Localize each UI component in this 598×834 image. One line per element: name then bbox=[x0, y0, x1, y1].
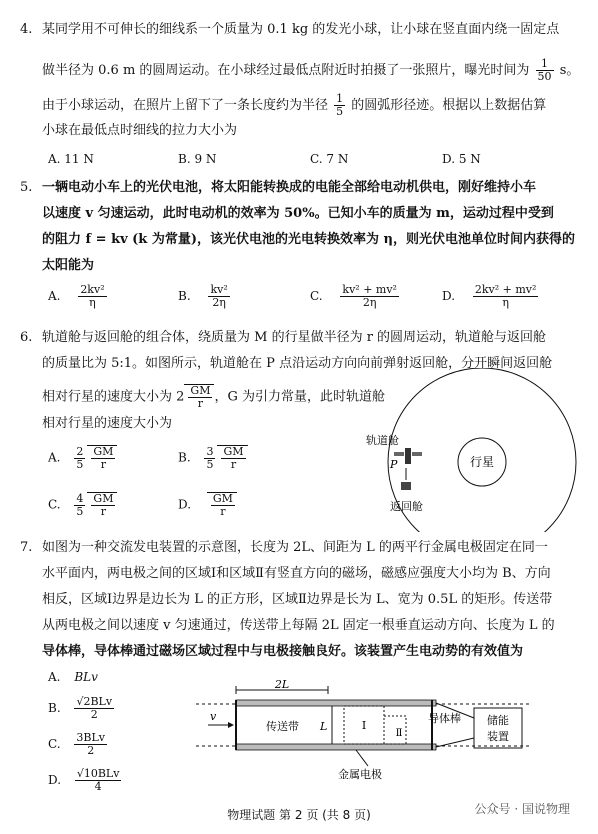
q6-line3: 相对行星的速度大小为 2 $\frac{GM}{r}$ ，G 为引力常量，此时轨道舱 bbox=[42, 384, 385, 410]
q5-option-a: A. $\frac{\text{2kv²}}{\eta}$ bbox=[48, 283, 105, 309]
fig-belt-label: 传送带 bbox=[266, 720, 299, 733]
q4-number: 4. bbox=[20, 22, 33, 37]
q4-option-a: A. 11 N bbox=[48, 152, 94, 166]
q7-line5: 导体棒，导体棒通过磁场区域过程中与电极接触良好。该装置产生电动势的有效值为 bbox=[42, 644, 524, 659]
q7-option-b: B. $\frac{\text{√2BLv}}{2}$ bbox=[48, 695, 113, 721]
q5-number: 5. bbox=[20, 180, 33, 195]
fig-region1-label: Ⅰ bbox=[361, 719, 367, 732]
q5-line3: 的阻力 f = kv (k 为常量)，该光伏电池的光电转换效率为 η，则光伏电池单位时间内获得的 bbox=[42, 232, 575, 247]
q7-option-a: A. BLv bbox=[48, 670, 98, 684]
q4-line3: 由于小球运动，在照片上留下了一条长度约为半径 $\frac{1}{5}$ 的圆弧形径迹。根据以上数据估算 bbox=[42, 92, 547, 118]
return-capsule bbox=[401, 482, 411, 490]
q6-line1: 轨道舱与返回舱的组合体，绕质量为 M 的行星做半径为 r 的圆周运动，轨道舱与返回舱 bbox=[42, 330, 547, 345]
q6-line2: 的质量比为 5:1。如图所示，轨道舱在 P 点沿运动方向向前弹射返回舱，分开瞬间返回舱 bbox=[42, 356, 553, 371]
q4-option-d: D. 5 N bbox=[442, 152, 481, 166]
q7-line4: 从两电极之间以速度 v 匀速通过，传送带上每隔 2L 固定一根垂直运动方向、长度为 L 的 bbox=[42, 618, 555, 633]
orbiter-panel-left bbox=[394, 452, 404, 456]
q6-option-b: B. $\frac{3}{5}$ $\frac{GM}{r}$ bbox=[178, 445, 248, 471]
q5-line1: 一辆电动小车上的光伏电池，将太阳能转换成的电能全部给电动机供电，刚好维持小车 bbox=[42, 180, 537, 195]
q5-option-b: B. $\frac{\text{kv²}}{2\eta}$ bbox=[178, 283, 228, 309]
fig-rod-label: 导体棒 bbox=[428, 712, 461, 725]
q6-orbit-figure bbox=[356, 368, 582, 532]
fig-region2-label: Ⅱ bbox=[395, 728, 403, 739]
fig-storage-label2: 装置 bbox=[487, 730, 509, 743]
watermark: 公众号 · 国说物理 bbox=[474, 802, 570, 816]
fig-v-label: v bbox=[210, 710, 217, 723]
q7-line3: 相反，区域Ⅰ边界是边长为 L 的正方形，区域Ⅱ边界是长为 L、宽为 0.5L 的矩形。传送带 bbox=[42, 592, 553, 607]
page-footer: 物理试题 第 2 页 (共 8 页) bbox=[227, 808, 371, 822]
q7-option-c: C. $\frac{\text{3BLv}}{2}$ bbox=[48, 731, 106, 757]
planet-label: 行星 bbox=[469, 455, 495, 469]
q5-line2: 以速度 v 匀速运动，此时电动机的效率为 50%。已知小车的质量为 m，运动过程中受到 bbox=[42, 206, 554, 221]
orbiter-body bbox=[405, 448, 411, 464]
orbiter-label: 轨道舱 bbox=[366, 434, 399, 447]
return-label: 返回舱 bbox=[390, 500, 423, 513]
p-label: P bbox=[390, 458, 398, 471]
q5-line4: 太阳能为 bbox=[42, 258, 95, 273]
q7-number: 7. bbox=[20, 540, 33, 555]
q4-option-b: B. 9 N bbox=[178, 152, 217, 166]
q4-line4: 小球在最低点时细线的拉力大小为 bbox=[42, 123, 238, 138]
q5-option-d: D. $\frac{\text{2kv² + mv²}}{\eta}$ bbox=[442, 283, 537, 309]
q7-option-d: D. $\frac{\text{√10BLv}}{4}$ bbox=[48, 767, 120, 793]
q7-generator-figure bbox=[196, 680, 552, 780]
q7-line2: 水平面内，两电极之间的区域Ⅰ和区域Ⅱ有竖直方向的磁场，磁感应强度大小均为 B、方向 bbox=[42, 566, 551, 581]
fig-L-label: L bbox=[320, 720, 328, 733]
electrode-top bbox=[236, 700, 436, 706]
orbiter-panel-right bbox=[412, 452, 422, 456]
q6-number: 6. bbox=[20, 330, 33, 345]
fig-2L-label: 2L bbox=[274, 680, 290, 691]
fig-electrode-label: 金属电极 bbox=[338, 768, 382, 780]
q6-line4: 相对行星的速度大小为 bbox=[42, 416, 173, 431]
fig-storage-label1: 储能 bbox=[487, 714, 509, 727]
q6-option-d: D. $\frac{GM}{r}$ bbox=[178, 492, 237, 518]
q7-line1: 如图为一种交流发电装置的示意图，长度为 2L、间距为 L 的两平行金属电极固定在同一 bbox=[42, 540, 548, 555]
q6-option-a: A. $\frac{2}{5}$ $\frac{GM}{r}$ bbox=[48, 445, 117, 471]
q6-option-c: C. $\frac{4}{5}$ $\frac{GM}{r}$ bbox=[48, 492, 117, 518]
q5-option-c: C. $\frac{\text{kv² + mv²}}{2\eta}$ bbox=[310, 283, 397, 309]
q4-line2: 做半径为 0.6 m 的圆周运动。在小球经过最低点附近时拍摄了一张照片，曝光时间为 $\frac{1}{50}$ s。 bbox=[42, 57, 580, 83]
q4-option-c: C. 7 N bbox=[310, 152, 349, 166]
q4-line1: 某同学用不可伸长的细线系一个质量为 0.1 kg 的发光小球，让小球在竖直面内绕一固定点 bbox=[42, 22, 560, 37]
electrode-bottom bbox=[236, 744, 436, 750]
